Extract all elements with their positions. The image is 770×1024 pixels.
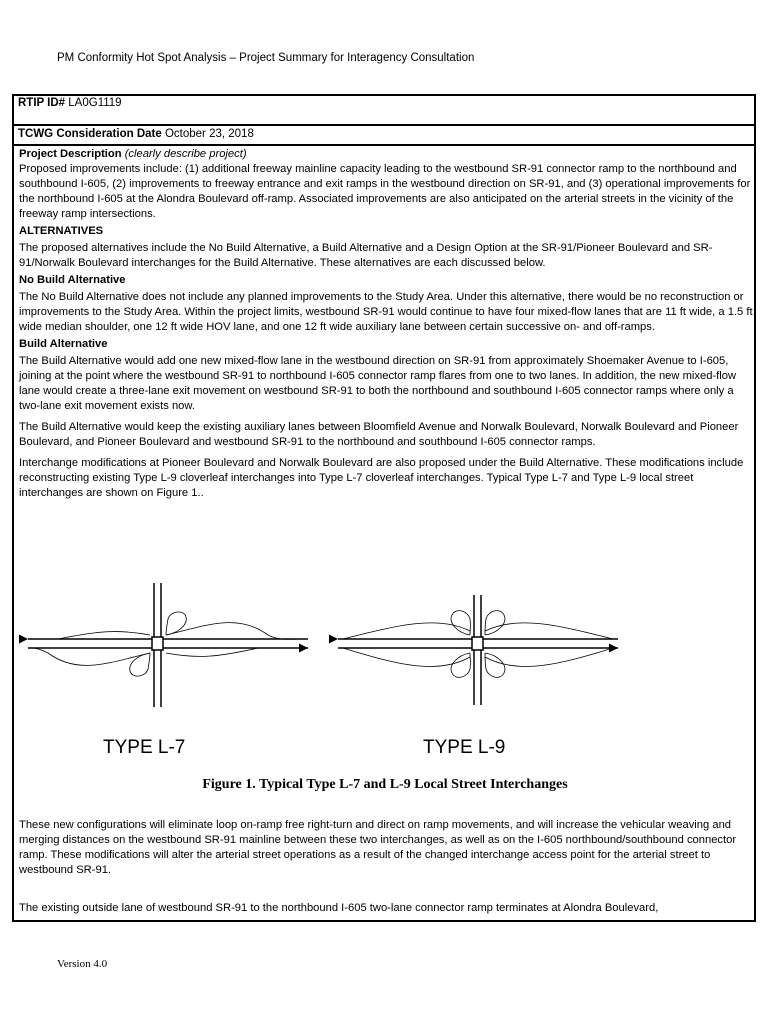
type-l9-diagram xyxy=(338,595,618,705)
type-l7-diagram xyxy=(28,583,308,707)
build-paragraph-3: Interchange modifications at Pioneer Boulevard and Norwalk Boulevard are also proposed under the Build Alternative. These modifications include reconstructing existing Type L-9 cloverleaf interchanges into Type L-7 cloverleaf interchanges. Typical Type L-7 and Type L-9 local street interchanges are shown on Figure 1.. xyxy=(19,457,744,499)
after-figure-section xyxy=(19,818,755,922)
project-description: Proposed improvements include: (1) additional freeway mainline capacity leading to the westbound SR-91 connector ramp to the northbound and southbound I-605, (2) improvements to freeway entrance and exit ramps in the westbound direction on SR-91, and (3) operational improvements for the northbound I-605 at the Alondra Boulevard off-ramp. Associated improvements are also anticipated on the arterial streets in the vicinity of the freeway ramp intersections. xyxy=(19,163,751,220)
tcwg-row xyxy=(12,128,756,140)
table-bottom-border xyxy=(12,920,756,922)
rtip-value: LA0G1119 xyxy=(68,97,122,109)
type-l7-label: TYPE L-7 xyxy=(103,737,186,758)
no-build-text: The No Build Alternative does not include any planned improvements to the Study Area. Under this alternative, there would be no reconstruction or improvements to the Study Area. Within the project limits, westbound SR-91 would continue to have four mixed-flow lanes that are 11 ft wide, a 1.5 ft wide median shoulder, one 12 ft wide HOV lane, and one 12 ft wide auxiliary lane between certain successive on- and off-ramps. xyxy=(19,291,753,333)
after-figure-paragraph-1: These new configurations will eliminate loop on-ramp free right-turn and direct on ramp movements, and will increase the vehicular weaving and merging distances on the westbound SR-91 mainline between these two interchanges, as well as on the I-605 northbound/southbound connector ramp. These modifications will alter the arterial street operations as a result of the changed interchange access point for the arterial street to westbound SR-91. xyxy=(19,819,737,876)
rtip-label: RTIP ID# xyxy=(18,97,66,109)
build-paragraph-1: The Build Alternative would add one new mixed-flow lane in the westbound direction on SR-91 from approximately Shoemaker Avenue to I-605, joining at the point where the westbound SR-91 to northbound I-605 connector ramp flares from one to two lanes. In addition, the new mixed-flow lane would create a three-lane exit movement on westbound SR-91 to both the northbound and southbound I-605 connector ramps where only a two-lane exit movement exists now. xyxy=(19,355,737,412)
divider xyxy=(12,144,756,146)
type-l9-label: TYPE L-9 xyxy=(423,737,506,758)
tcwg-value: October 23, 2018 xyxy=(164,128,254,140)
page-header: PM Conformity Hot Spot Analysis – Project Summary for Interagency Consultation xyxy=(57,52,475,64)
interchange-diagram xyxy=(18,575,758,765)
project-label: Project Description xyxy=(19,148,122,160)
alternatives-text: The proposed alternatives include the No Build Alternative, a Build Alternative and a Design Option at the SR-91/Pioneer Boulevard and SR-91/Norwalk Boulevard interchanges for the Build Alternative. These alternatives are each discussed below. xyxy=(19,242,713,269)
no-build-heading: No Build Alternative xyxy=(19,274,126,286)
tcwg-label: TCWG Consideration Date xyxy=(18,128,162,140)
rtip-row xyxy=(12,97,756,109)
build-heading: Build Alternative xyxy=(19,338,108,350)
project-section xyxy=(19,147,755,507)
alternatives-heading: ALTERNATIVES xyxy=(19,225,104,237)
interchange-figure xyxy=(18,575,758,765)
after-figure-paragraph-2: The existing outside lane of westbound SR-91 to the northbound I-605 two-lane connector ramp terminates at Alondra Boulevard, xyxy=(19,902,659,914)
figure-caption: Figure 1. Typical Type L-7 and L-9 Local Street Interchanges xyxy=(202,777,568,792)
project-hint: (clearly describe project) xyxy=(124,148,247,160)
version-footer: Version 4.0 xyxy=(57,958,108,970)
divider xyxy=(12,124,756,126)
build-paragraph-2: The Build Alternative would keep the existing auxiliary lanes between Bloomfield Avenue and Norwalk Boulevard, Norwalk Boulevard and Pioneer Boulevard, and Pioneer Boulevard and westbound SR-91 to the northbound and southbound I-605 connector ramps. xyxy=(19,421,739,448)
